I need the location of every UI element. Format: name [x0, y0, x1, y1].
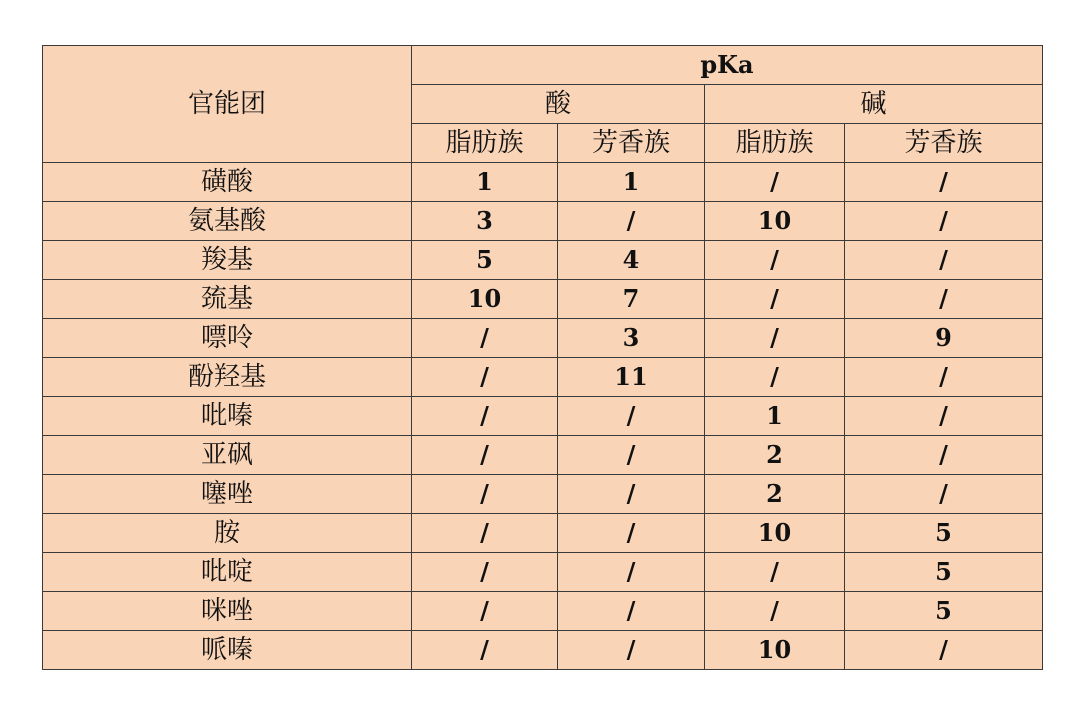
acid-aromatic-cell: 4 — [558, 241, 705, 280]
table-row — [43, 397, 1043, 436]
functional-group-name: 哌嗪 — [43, 631, 412, 670]
acid-aromatic-cell: 1 — [558, 163, 705, 202]
acid-aromatic-cell: / — [558, 202, 705, 241]
functional-group-name: 磺酸 — [43, 163, 412, 202]
base-aromatic-cell: 5 — [845, 592, 1043, 631]
base-aliphatic-cell: 1 — [705, 397, 845, 436]
acid-aromatic-cell: 7 — [558, 280, 705, 319]
acid-aromatic-cell: 3 — [558, 319, 705, 358]
base-aliphatic-cell: 10 — [705, 631, 845, 670]
acid-aromatic-header: 芳香族 — [558, 124, 705, 163]
acid-aliphatic-cell: / — [412, 553, 558, 592]
pka-table — [42, 45, 1043, 670]
base-aromatic-cell: / — [845, 475, 1043, 514]
base-aliphatic-cell: / — [705, 163, 845, 202]
functional-group-name: 吡啶 — [43, 553, 412, 592]
base-aromatic-cell: / — [845, 280, 1043, 319]
header-row-1 — [43, 46, 1043, 85]
acid-aliphatic-cell: / — [412, 358, 558, 397]
functional-group-name: 咪唑 — [43, 592, 412, 631]
acid-aromatic-cell: / — [558, 397, 705, 436]
base-aromatic-cell: / — [845, 397, 1043, 436]
table-row — [43, 631, 1043, 670]
acid-aromatic-cell: 11 — [558, 358, 705, 397]
base-aliphatic-cell: / — [705, 553, 845, 592]
base-aromatic-cell: / — [845, 163, 1043, 202]
base-aromatic-cell: 5 — [845, 553, 1043, 592]
base-aliphatic-cell: 10 — [705, 514, 845, 553]
table-row — [43, 553, 1043, 592]
pka-header: pKa — [412, 46, 1043, 85]
table-row — [43, 280, 1043, 319]
base-aromatic-cell: 5 — [845, 514, 1043, 553]
table-row — [43, 202, 1043, 241]
base-aliphatic-cell: / — [705, 280, 845, 319]
acid-aromatic-cell: / — [558, 514, 705, 553]
pka-table-body — [43, 46, 1043, 670]
base-aliphatic-cell: / — [705, 358, 845, 397]
acid-aliphatic-cell: / — [412, 514, 558, 553]
base-aliphatic-cell: / — [705, 319, 845, 358]
acid-aromatic-cell: / — [558, 475, 705, 514]
table-row — [43, 319, 1043, 358]
base-aliphatic-cell: 10 — [705, 202, 845, 241]
table-row — [43, 475, 1043, 514]
acid-aliphatic-cell: / — [412, 475, 558, 514]
acid-aliphatic-header: 脂肪族 — [412, 124, 558, 163]
acid-aliphatic-cell: 1 — [412, 163, 558, 202]
table-row — [43, 358, 1043, 397]
functional-group-name: 吡嗪 — [43, 397, 412, 436]
acid-aromatic-cell: / — [558, 436, 705, 475]
acid-aromatic-cell: / — [558, 553, 705, 592]
functional-group-name: 胺 — [43, 514, 412, 553]
base-aromatic-cell: 9 — [845, 319, 1043, 358]
functional-group-name: 巯基 — [43, 280, 412, 319]
acid-aliphatic-cell: / — [412, 397, 558, 436]
acid-aromatic-cell: / — [558, 631, 705, 670]
functional-group-name: 亚砜 — [43, 436, 412, 475]
base-aromatic-header: 芳香族 — [845, 124, 1043, 163]
functional-group-name: 氨基酸 — [43, 202, 412, 241]
base-aliphatic-cell: 2 — [705, 436, 845, 475]
base-aliphatic-cell: / — [705, 592, 845, 631]
base-aliphatic-cell: / — [705, 241, 845, 280]
table-row — [43, 592, 1043, 631]
table-row — [43, 514, 1043, 553]
acid-aliphatic-cell: / — [412, 592, 558, 631]
base-aromatic-cell: / — [845, 358, 1043, 397]
table-row — [43, 436, 1043, 475]
base-aromatic-cell: / — [845, 436, 1043, 475]
table-row — [43, 163, 1043, 202]
base-aliphatic-header: 脂肪族 — [705, 124, 845, 163]
acid-aliphatic-cell: / — [412, 436, 558, 475]
base-aromatic-cell: / — [845, 241, 1043, 280]
acid-aliphatic-cell: / — [412, 631, 558, 670]
acid-aliphatic-cell: 5 — [412, 241, 558, 280]
acid-aliphatic-cell: 3 — [412, 202, 558, 241]
table-row — [43, 241, 1043, 280]
functional-group-name: 羧基 — [43, 241, 412, 280]
base-aromatic-cell: / — [845, 202, 1043, 241]
acid-aliphatic-cell: / — [412, 319, 558, 358]
functional-group-name: 酚羟基 — [43, 358, 412, 397]
base-header: 碱 — [705, 85, 1043, 124]
base-aromatic-cell: / — [845, 631, 1043, 670]
acid-aliphatic-cell: 10 — [412, 280, 558, 319]
acid-aromatic-cell: / — [558, 592, 705, 631]
functional-group-header: 官能团 — [43, 46, 412, 163]
base-aliphatic-cell: 2 — [705, 475, 845, 514]
functional-group-name: 嘌呤 — [43, 319, 412, 358]
functional-group-name: 噻唑 — [43, 475, 412, 514]
acid-header: 酸 — [412, 85, 705, 124]
